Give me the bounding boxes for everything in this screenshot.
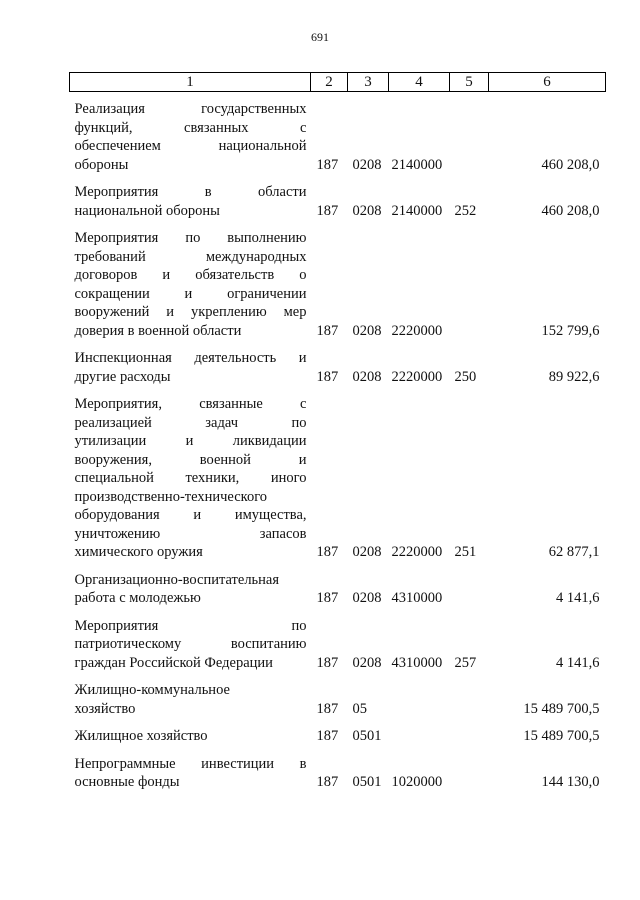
column-header-4: 4	[389, 73, 450, 92]
table-row	[70, 746, 606, 792]
ministry-code: 187	[316, 156, 339, 173]
amount: 62 877,1	[548, 544, 600, 560]
section-code: 0208	[352, 590, 382, 606]
row-name-line: Мероприятия в области	[74, 184, 307, 200]
expense-type-code: 250	[454, 368, 477, 385]
amount: 460 208,0	[541, 202, 600, 219]
row-name-line: Мероприятия по	[74, 617, 307, 634]
ministry-code: 187	[316, 774, 339, 790]
target-code: 4310000	[391, 654, 443, 671]
row-name	[70, 608, 311, 673]
row-name-line: оборудования и имущества,	[74, 507, 307, 523]
section-code: 0208	[352, 156, 382, 173]
amount: 15 489 700,5	[523, 700, 600, 717]
target-code: 2220000	[391, 368, 443, 385]
row-name	[70, 562, 311, 608]
expense-type-code	[450, 562, 489, 608]
row-name-line: другие расходы	[74, 368, 171, 385]
column-header-1: 1	[70, 73, 311, 92]
expense-type-code	[450, 718, 489, 746]
row-name-line: требований международных	[74, 248, 307, 265]
row-name-line: патриотическому воспитанию	[74, 636, 307, 652]
row-name-line: Жилищно-коммунальное	[74, 682, 230, 698]
target-code	[389, 672, 450, 718]
row-name-line: работа с молодежью	[74, 590, 201, 606]
target-code: 2220000	[391, 544, 443, 560]
row-name	[70, 386, 311, 562]
ministry-code: 187	[316, 654, 339, 671]
row-name	[70, 718, 311, 746]
ministry-code: 187	[316, 700, 339, 717]
header-row	[70, 73, 606, 92]
target-code: 2140000	[391, 202, 443, 219]
ministry-code: 187	[316, 728, 339, 744]
table-row	[70, 562, 606, 608]
row-name-line: национальной обороны	[74, 202, 220, 219]
row-name-line: Непрограммные инвестиции в	[74, 755, 307, 772]
section-code: 0208	[352, 654, 382, 671]
row-name-line: производственно-технического	[74, 488, 268, 505]
amount: 4 141,6	[556, 590, 600, 606]
target-code: 2140000	[391, 156, 443, 173]
row-name-line: специальной техники, иного	[74, 470, 307, 486]
table-row	[70, 386, 606, 562]
table-row	[70, 672, 606, 718]
page-number: 691	[311, 30, 329, 44]
row-name	[70, 340, 311, 386]
ministry-code: 187	[316, 322, 339, 339]
column-header-3: 3	[348, 73, 389, 92]
amount: 460 208,0	[541, 156, 600, 173]
table-row	[70, 220, 606, 340]
row-name-line: уничтожению запасов	[74, 525, 307, 542]
row-name-line: Мероприятия по выполнению	[74, 230, 307, 246]
table-body	[70, 92, 606, 792]
row-name	[70, 174, 311, 220]
table-row	[70, 608, 606, 673]
row-name-line: утилизации и ликвидации	[74, 433, 307, 449]
section-code: 0501	[352, 774, 382, 790]
amount: 152 799,6	[541, 322, 600, 339]
expense-type-code: 252	[454, 202, 477, 219]
expense-type-code	[450, 92, 489, 175]
row-name-line: Реализация государственных	[74, 101, 307, 117]
section-code: 0208	[352, 322, 382, 339]
table-row	[70, 174, 606, 220]
row-name	[70, 746, 311, 792]
table-row	[70, 340, 606, 386]
row-name-line: граждан Российской Федерации	[74, 654, 273, 671]
row-name-line: обороны	[74, 156, 129, 173]
table-row	[70, 718, 606, 746]
row-name-line: химического оружия	[74, 544, 203, 560]
amount: 4 141,6	[556, 654, 600, 671]
target-code: 2220000	[391, 322, 443, 339]
ministry-code: 187	[316, 368, 339, 385]
amount: 89 922,6	[548, 368, 600, 385]
row-name-line: обеспечением национальной	[74, 138, 307, 154]
section-code: 0208	[352, 368, 382, 385]
target-code	[389, 718, 450, 746]
section-code: 0208	[352, 544, 382, 560]
row-name-line: сокращении и ограничении	[74, 285, 307, 302]
row-name	[70, 672, 311, 718]
section-code: 05	[352, 700, 367, 717]
row-name-line: вооружений и укреплению мер	[74, 304, 307, 320]
row-name-line: договоров и обязательств о	[74, 267, 307, 283]
row-name-line: хозяйство	[74, 700, 136, 717]
expense-type-code	[450, 220, 489, 340]
ministry-code: 187	[316, 202, 339, 219]
table-header	[70, 73, 606, 92]
amount: 144 130,0	[541, 774, 600, 790]
column-header-6: 6	[489, 73, 606, 92]
row-name-line: доверия в военной области	[74, 322, 242, 339]
expense-type-code	[450, 746, 489, 792]
row-name-line: функций, связанных с	[74, 119, 307, 136]
row-name-line: Инспекционная деятельность и	[74, 350, 307, 366]
row-name-line: Организационно-воспитательная	[74, 571, 280, 588]
row-name-line: реализацией задач по	[74, 414, 307, 431]
column-header-2: 2	[311, 73, 348, 92]
section-code: 0208	[352, 202, 382, 219]
row-name-line: Жилищное хозяйство	[74, 728, 208, 744]
row-name	[70, 220, 311, 340]
expense-type-code: 251	[454, 544, 477, 560]
target-code: 4310000	[391, 590, 443, 606]
row-name-line: Мероприятия, связанные с	[74, 396, 307, 412]
ministry-code: 187	[316, 544, 339, 560]
column-header-5: 5	[450, 73, 489, 92]
table-row	[70, 92, 606, 175]
budget-table	[69, 72, 606, 792]
section-code: 0501	[352, 728, 382, 744]
target-code: 1020000	[391, 774, 443, 790]
ministry-code: 187	[316, 590, 339, 606]
row-name-line: основные фонды	[74, 774, 180, 790]
row-name	[70, 92, 311, 175]
expense-type-code: 257	[454, 654, 477, 671]
amount: 15 489 700,5	[523, 728, 600, 744]
expense-type-code	[450, 672, 489, 718]
row-name-line: вооружения, военной и	[74, 451, 307, 468]
